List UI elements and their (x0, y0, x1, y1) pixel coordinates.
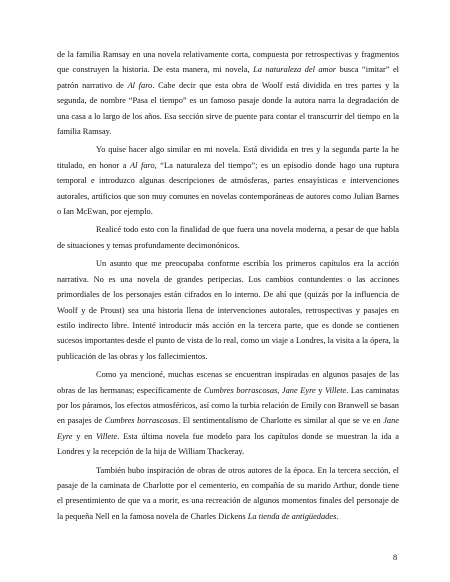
paragraph-text: busca “imitar” el patrón narrativo de (57, 65, 399, 90)
paragraph-text: . (336, 511, 339, 521)
paragraph (57, 256, 399, 364)
paragraph-text: También hubo inspiración de obras de otros autores de la época. En la tercera sección, el pasaje de la caminata de Charlotte por el cementerio, en compañía de su marido Arthur, donde tiene el presentimiento de que va a morir, es una recreación de algunos momentos finales del personaje de la pequeña Nell en la famosa novela de Charles Dickens (57, 465, 399, 521)
paragraph-text: de la familia Ramsay en una novela relativamente corta, compuesta por retrospectivas y fragmentos que construyen la historia. De esta manera, mi novela, (57, 50, 399, 75)
paragraph (57, 367, 399, 459)
paragraph-text: Yo quise hacer algo similar en mi novela. Está dividida en tres y la segunda parte la he titulado, en honor a (57, 145, 399, 170)
page-number: 8 (393, 553, 398, 562)
italic-title-text: Villete (95, 431, 118, 441)
paragraph (57, 463, 399, 525)
paragraph-text: Como ya mencioné, muchas escenas se encuentran inspiradas en algunos pasajes de las obras de las hermanas; específicamente de (57, 370, 399, 395)
paragraph-text: . Las caminatas por los páramos, los efectos atmosféricos, así como la turbia relación de Emily con Branwell se basan en pasajes de (57, 385, 400, 426)
document-body (57, 47, 399, 527)
italic-title-text: Cumbres borrascosas (104, 416, 179, 426)
paragraph (57, 222, 399, 253)
paragraph-text: . Esta última novela fue modelo para los capítulos donde se muestran la ida a Londres y la recepción de la hija de William Thackeray. (57, 431, 399, 457)
paragraph-text: y (315, 385, 326, 395)
paragraph-text: Un asunto que me preocupaba conforme escribía los primeros capítulos era la acción narrativa. No es una novela de grandes peripecias. Los cambios contundentes o las acciones primordiales de los personajes están cifrados en lo interno. De ahí que (quizás por la influencia de Woolf y de Proust) sea una historia llena de intervenciones autorales, retrospectivas y pasajes en estilo indirecto libre. Intenté introducir más acción en la tercera parte, que es donde se contienen sucesos importantes desde el punto de vista de lo real, como un viaje a Londres, la visita a la ópera, la publicación de las obras y los fallecimientos. (57, 259, 399, 361)
italic-title-text: Jane Eyre (281, 385, 316, 395)
italic-title-text: Cumbres borrascosas (203, 385, 278, 395)
paragraph-text: , “La naturaleza del tiempo”; es un episodio donde hago una ruptura temporal e introduzco algunas descripciones de atmósferas, partes ensayísticas e intervenciones autorales, artificios que son muy comunes en novelas contemporáneas de autores como Julian Barnes o Ian McEwan, por ejemplo. (57, 160, 400, 217)
paragraph-text: . Cabe decir que esta obra de Woolf está dividida en tres partes y la segunda, de nombre “Pasa el tiempo” es un famoso pasaje donde la autora narra la degradación de una casa a lo largo de los años. Esa sección sirve de puente para contar el transcurrir del tiempo en la familia Ramsay. (57, 80, 400, 137)
paragraph (57, 142, 399, 219)
italic-title-text: Villete (325, 385, 347, 395)
italic-title-text: La tienda de antigüedades (247, 511, 337, 521)
paragraph (57, 47, 399, 139)
paragraph-text: Realicé todo esto con la finalidad de que fuera una novela moderna, a pesar de que habla de situaciones y temas profundamente decimonónicos. (57, 225, 399, 250)
italic-title-text: Al faro (127, 80, 153, 90)
italic-title-text: Al faro (130, 160, 155, 170)
paragraph-text: y en (72, 431, 96, 441)
italic-title-text: La naturaleza del amor (253, 65, 337, 75)
italic-title-text: Jane Eyre (57, 416, 400, 441)
paragraph-text: . El sentimentalismo de Charlotte es similar al que se ve en (178, 416, 384, 426)
paragraph-text: , (277, 385, 282, 395)
